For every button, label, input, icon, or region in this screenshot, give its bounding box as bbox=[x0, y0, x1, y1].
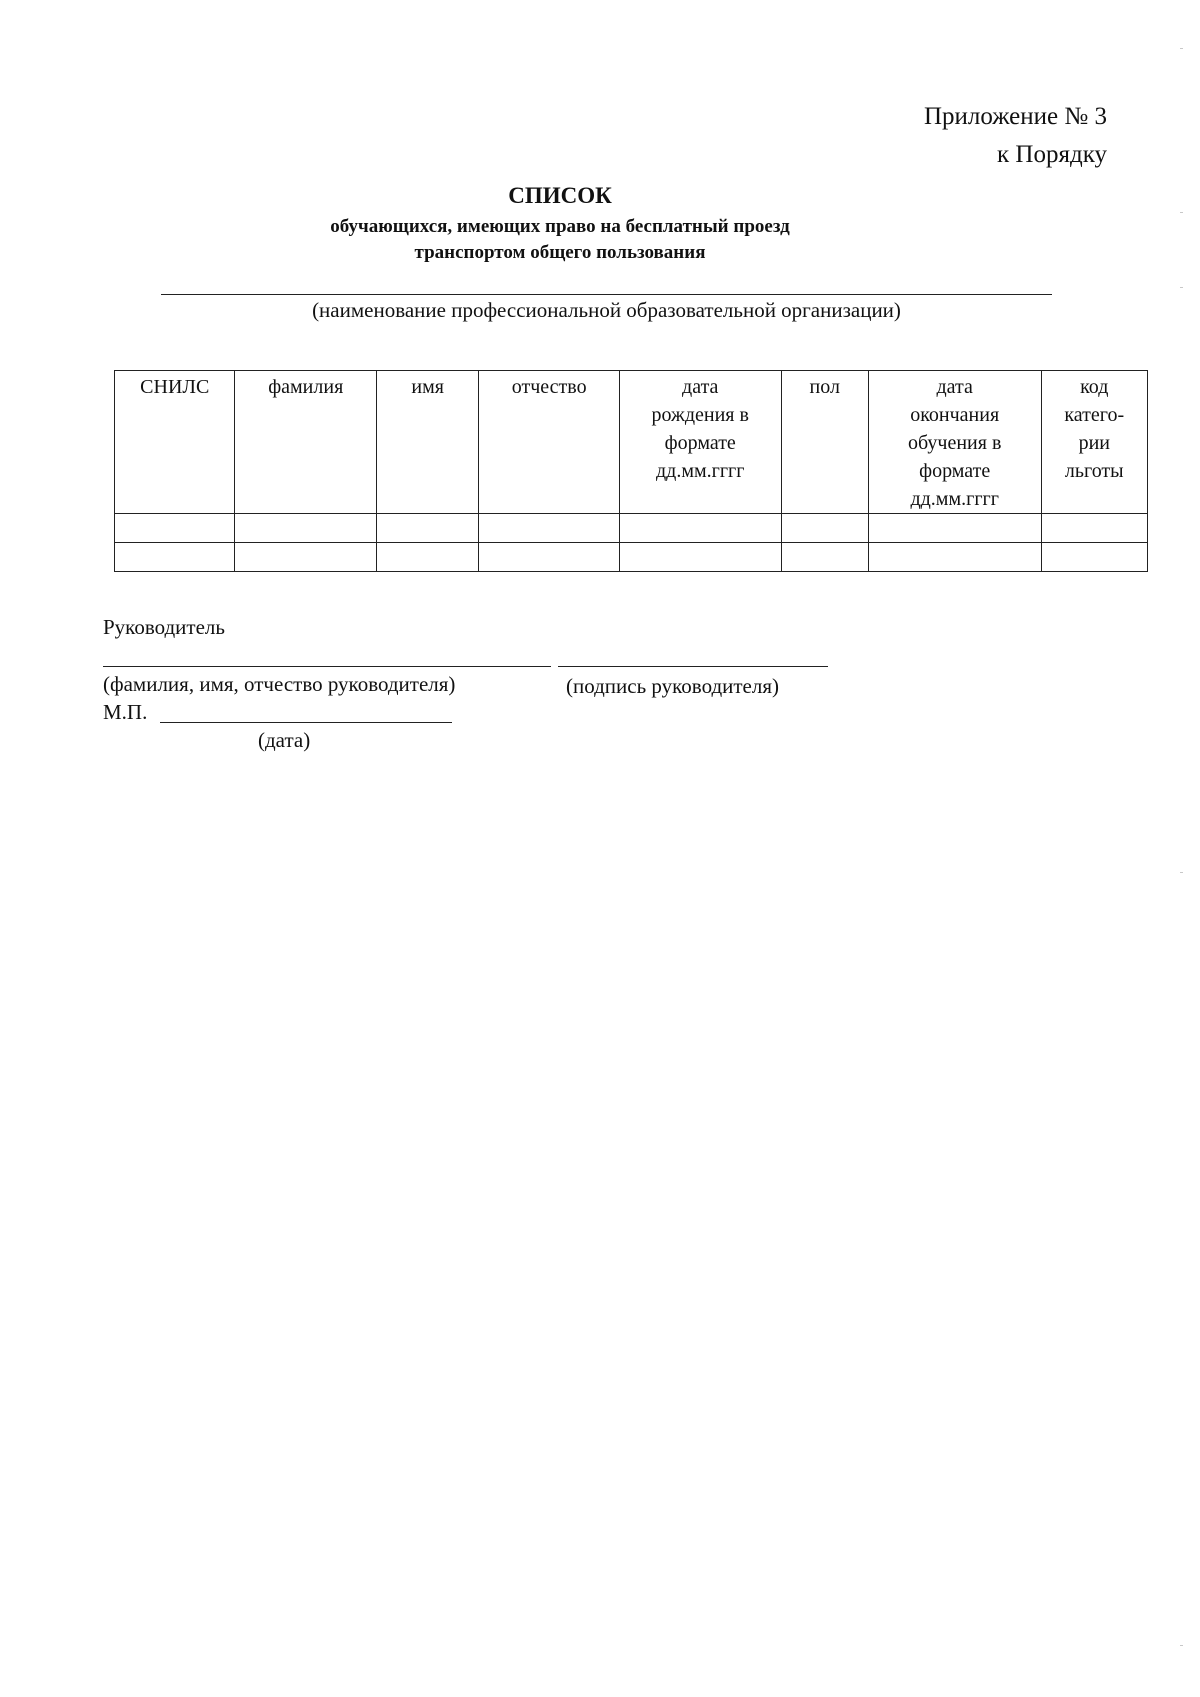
table-cell[interactable] bbox=[1041, 543, 1147, 572]
table-cell[interactable] bbox=[235, 514, 377, 543]
head-name-caption: (фамилия, имя, отчество руководителя) bbox=[103, 672, 456, 696]
table-cell[interactable] bbox=[115, 543, 235, 572]
table-cell[interactable] bbox=[377, 514, 479, 543]
column-header-sex: пол bbox=[781, 371, 868, 514]
appendix-number: Приложение № 3 bbox=[923, 103, 1107, 130]
scan-mark bbox=[1180, 1645, 1183, 1646]
document-subtitle-line1: обучающихся, имеющих право на бесплатный проезд bbox=[330, 216, 790, 237]
scan-mark bbox=[1180, 212, 1183, 213]
column-header-graduation-date: дата окончания обучения в формате дд.мм.гггг bbox=[868, 371, 1041, 514]
table-cell[interactable] bbox=[479, 543, 620, 572]
column-header-benefit-code: код катего-рии льготы bbox=[1041, 371, 1147, 514]
date-caption: (дата) bbox=[258, 728, 311, 752]
column-header-surname: фамилия bbox=[235, 371, 377, 514]
head-signature-line bbox=[558, 666, 828, 667]
date-line bbox=[160, 722, 452, 723]
document-title: СПИСОК bbox=[508, 183, 612, 208]
stamp-label: М.П. bbox=[103, 700, 148, 724]
table-row bbox=[115, 543, 1148, 572]
head-label: Руководитель bbox=[103, 615, 225, 639]
table-cell[interactable] bbox=[868, 543, 1041, 572]
table-cell[interactable] bbox=[479, 514, 620, 543]
scan-mark bbox=[1180, 48, 1183, 49]
table-cell[interactable] bbox=[781, 514, 868, 543]
head-signature-caption: (подпись руководителя) bbox=[566, 674, 780, 698]
table-cell[interactable] bbox=[235, 543, 377, 572]
head-name-line bbox=[103, 666, 551, 667]
table-cell[interactable] bbox=[619, 514, 781, 543]
table-cell[interactable] bbox=[1041, 514, 1147, 543]
appendix-reference: к Порядку bbox=[997, 141, 1107, 168]
table-header-row bbox=[115, 371, 1148, 514]
table-cell[interactable] bbox=[619, 543, 781, 572]
table-cell[interactable] bbox=[781, 543, 868, 572]
column-header-birth-date: дата рождения в формате дд.мм.гггг bbox=[619, 371, 781, 514]
scan-mark bbox=[1180, 872, 1183, 873]
table-cell[interactable] bbox=[115, 514, 235, 543]
table-cell[interactable] bbox=[377, 543, 479, 572]
scan-mark bbox=[1180, 287, 1183, 288]
students-table bbox=[114, 370, 1148, 572]
document-subtitle-line2: транспортом общего пользования bbox=[414, 242, 706, 263]
column-header-name: имя bbox=[377, 371, 479, 514]
table-cell[interactable] bbox=[868, 514, 1041, 543]
organization-name-line bbox=[161, 294, 1052, 295]
table-row bbox=[115, 514, 1148, 543]
organization-caption: (наименование профессиональной образовательной организации) bbox=[312, 298, 901, 322]
column-header-patronymic: отчество bbox=[479, 371, 620, 514]
column-header-snils: СНИЛС bbox=[115, 371, 235, 514]
